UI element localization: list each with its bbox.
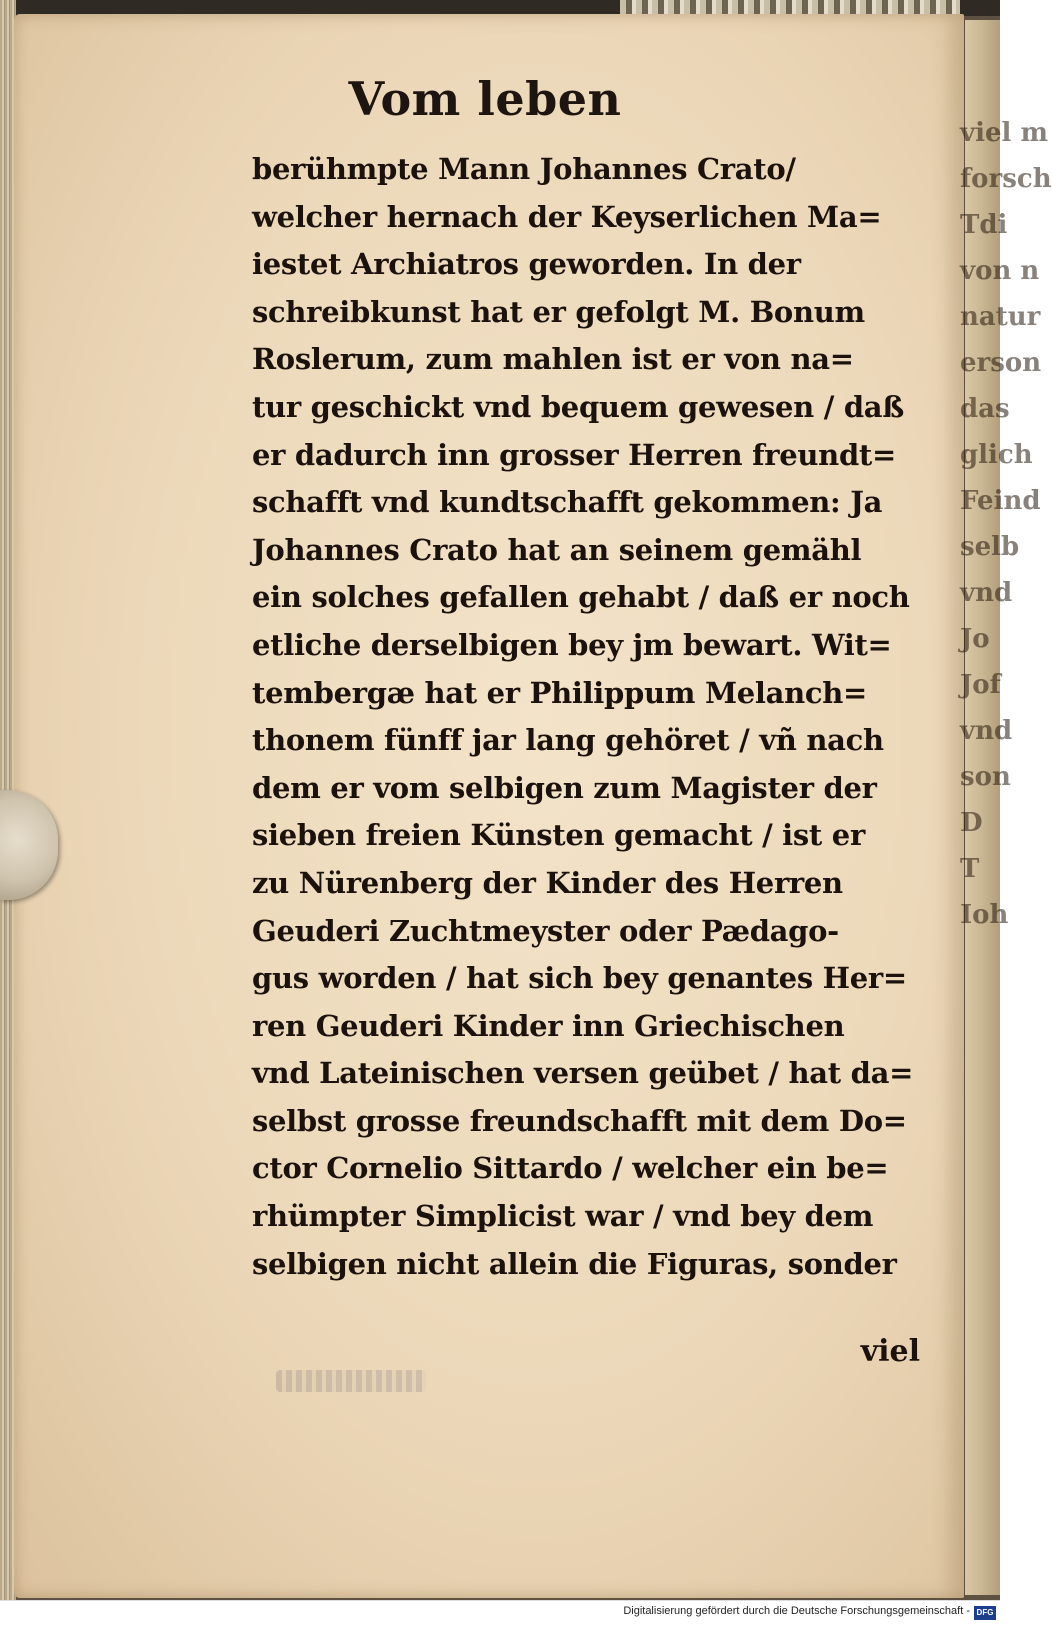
adjacent-fragment: Jo	[960, 624, 990, 654]
text-line: selbst grosse freundschafft mit dem Do=	[252, 1103, 907, 1138]
text-line: schafft vnd kundtschafft gekommen: Ja	[252, 485, 883, 520]
text-line: schreibkunst hat er gefolgt M. Bonum	[252, 294, 865, 329]
text-line: vnd Lateinischen versen geübet / hat da=	[252, 1056, 914, 1091]
text-line: Roslerum, zum mahlen ist er von na=	[252, 342, 854, 377]
text-line: dem er vom selbigen zum Magister der	[252, 770, 877, 805]
adjacent-fragment: glich	[960, 440, 1033, 470]
text-line: ren Geuderi Kinder inn Griechischen	[252, 1008, 845, 1043]
body-text	[252, 146, 914, 1288]
adjacent-fragment: forsch	[960, 164, 1052, 194]
text-line: Johannes Crato hat an seinem gemähl	[252, 532, 862, 567]
adjacent-fragment: natur	[960, 302, 1041, 332]
adjacent-fragment: son	[960, 762, 1011, 792]
adjacent-fragment: Feind	[960, 486, 1041, 516]
footer-bar	[0, 1600, 1000, 1626]
funding-credit: Digitalisierung gefördert durch die Deutsche Forschungsgemeinschaft -	[623, 1605, 970, 1617]
text-line: rhümpter Simplicist war / vnd bey dem	[252, 1199, 874, 1234]
text-line: ctor Cornelio Sittardo / welcher ein be=	[252, 1151, 889, 1186]
text-line: gus worden / hat sich bey genantes Her=	[252, 961, 907, 996]
catchword: viel	[860, 1334, 920, 1369]
text-line: berühmpte Mann Johannes Crato/	[252, 152, 796, 186]
text-line: Geuderi Zuchtmeyster oder Pædago-	[252, 913, 839, 948]
adjacent-fragment: T	[960, 854, 980, 884]
adjacent-fragment: Ioh	[960, 900, 1009, 930]
adjacent-fragment: D	[960, 808, 983, 838]
text-line: ein solches gefallen gehabt / daß er noch	[252, 580, 910, 615]
running-head: Vom leben	[348, 72, 622, 126]
adjacent-fragment: vnd	[960, 578, 1013, 608]
text-line: sieben freien Künsten gemacht / ist er	[252, 818, 865, 853]
adjacent-fragment: selb	[960, 532, 1020, 562]
text-line: selbigen nicht allein die Figuras, sonder	[252, 1246, 897, 1281]
text-line: iestet Archiatros geworden. In der	[252, 247, 801, 282]
faint-library-stamp	[276, 1370, 426, 1392]
text-line: etliche derselbigen bey jm bewart. Wit=	[252, 627, 892, 662]
dfg-logo-icon: DFG	[974, 1606, 996, 1620]
text-line: zu Nürenberg der Kinder des Herren	[252, 865, 843, 900]
text-line: er dadurch inn grosser Herren freundt=	[252, 437, 897, 472]
text-line: thonem fünff jar lang gehöret / vñ nach	[252, 723, 884, 758]
text-line: tur geschickt vnd bequem gewesen / daß	[252, 389, 905, 424]
text-line: tembergæ hat er Philippum Melanch=	[252, 675, 868, 710]
adjacent-fragment: Tdi	[960, 210, 1008, 240]
adjacent-fragment: viel m	[960, 118, 1048, 148]
text-line: welcher hernach der Keyserlichen Ma=	[252, 199, 882, 234]
adjacent-fragment: Jof	[960, 670, 1001, 700]
adjacent-fragment: erson	[960, 348, 1042, 378]
adjacent-fragment: vnd	[960, 716, 1013, 746]
adjacent-fragment: von n	[960, 256, 1040, 286]
adjacent-fragment: das	[960, 394, 1010, 424]
adjacent-page-bleed	[960, 110, 1052, 1010]
